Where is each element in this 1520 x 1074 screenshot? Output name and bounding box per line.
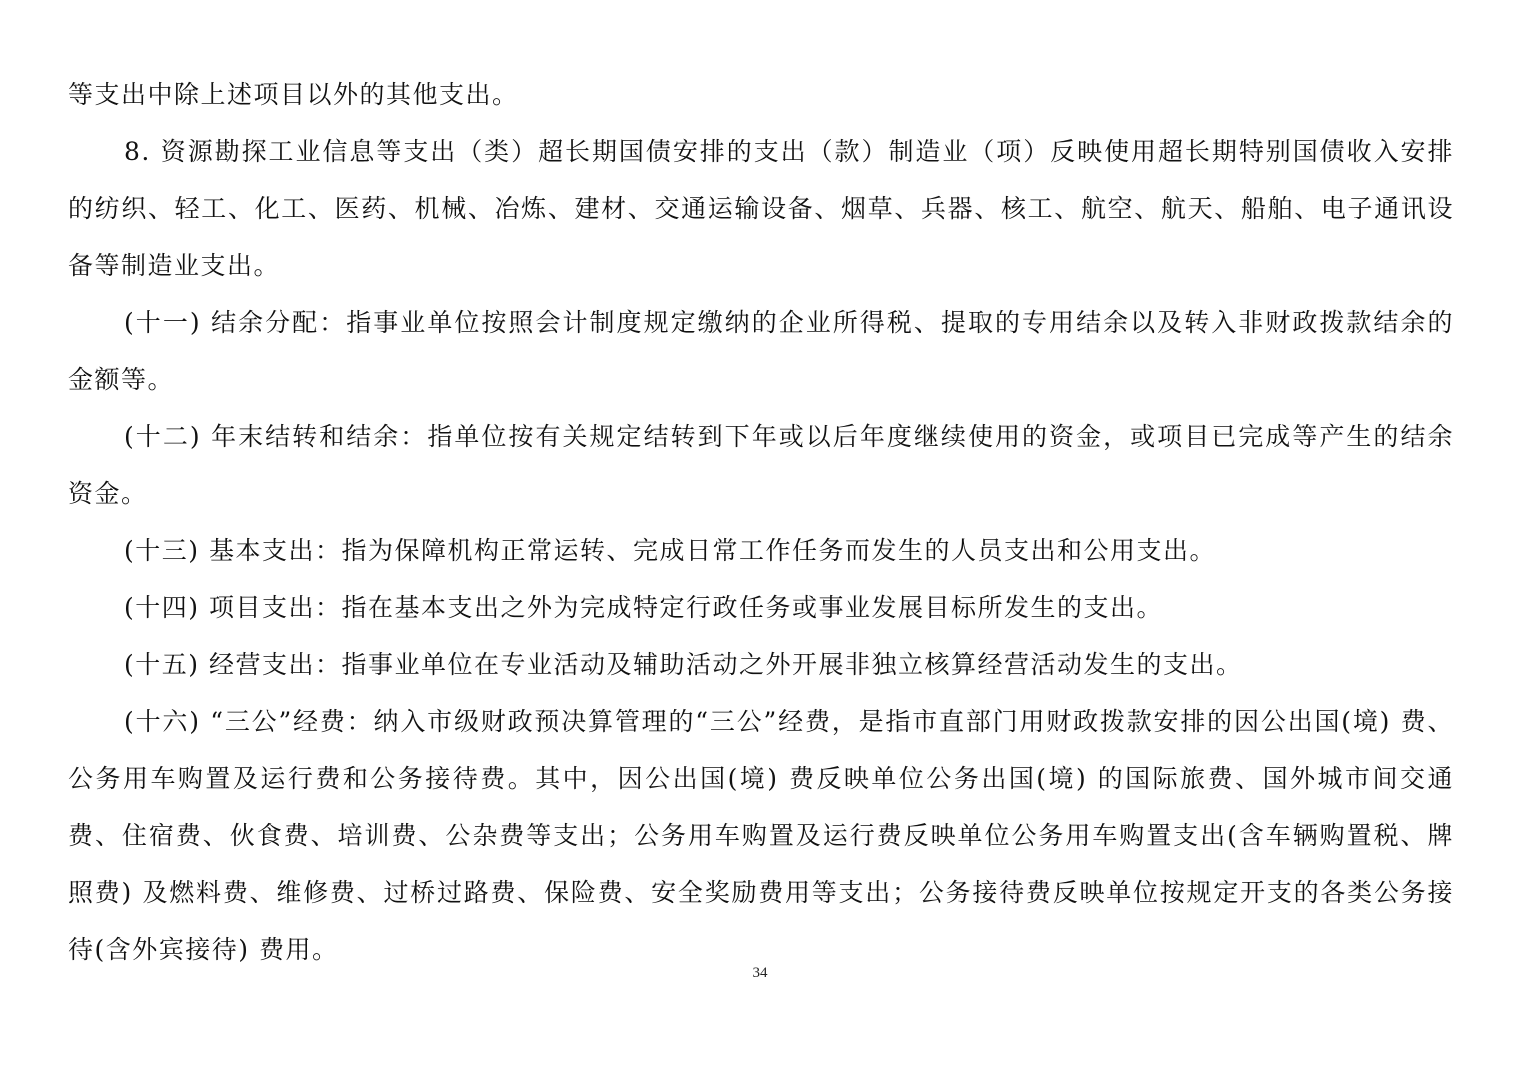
paragraph-three-public-expenses: (十六) “三公”经费：纳入市级财政预决算管理的“三公”经费，是指市直部门用财政拨款安排的因公出国(境) 费、公务用车购置及运行费和公务接待费。其中，因公出国(境) 费反映单位公务出国(境) 的国际旅费、国外城市间交通费、住宿费、伙食费、培训费、公杂费等支出；公务用车购置及运行费反映单位公务用车购置支出(含车辆购置税、牌照费) 及燃料费、维修费、过桥过路费、保险费、安全奖励费用等支出；公务接待费反映单位按规定开支的各类公务接待(含外宾接待) 费用。 <box>68 707 1454 964</box>
paragraph-year-end-carryover: (十二) 年末结转和结余：指单位按有关规定结转到下年或以后年度继续使用的资金，或项目已完成等产生的结余资金。 <box>68 422 1454 508</box>
page-number: 34 <box>752 965 768 981</box>
paragraph-project-expenditure: (十四) 项目支出：指在基本支出之外为完成特定行政任务或事业发展目标所发生的支出。 <box>124 593 1163 622</box>
paragraph-continuation: 等支出中除上述项目以外的其他支出。 <box>68 80 519 109</box>
paragraph-operating-expenditure: (十五) 经营支出：指事业单位在专业活动及辅助活动之外开展非独立核算经营活动发生的支出。 <box>124 650 1243 679</box>
document-body <box>68 66 1454 978</box>
paragraph-item-8: 8. 资源勘探工业信息等支出（类）超长期国债安排的支出（款）制造业（项）反映使用超长期特别国债收入安排的纺织、轻工、化工、医药、机械、冶炼、建材、交通运输设备、烟草、兵器、核工、航空、航天、船舶、电子通讯设备等制造业支出。 <box>68 137 1454 280</box>
paragraph-surplus-distribution: (十一) 结余分配：指事业单位按照会计制度规定缴纳的企业所得税、提取的专用结余以及转入非财政拨款结余的金额等。 <box>68 308 1454 394</box>
paragraph-basic-expenditure: (十三) 基本支出：指为保障机构正常运转、完成日常工作任务而发生的人员支出和公用支出。 <box>124 536 1216 565</box>
